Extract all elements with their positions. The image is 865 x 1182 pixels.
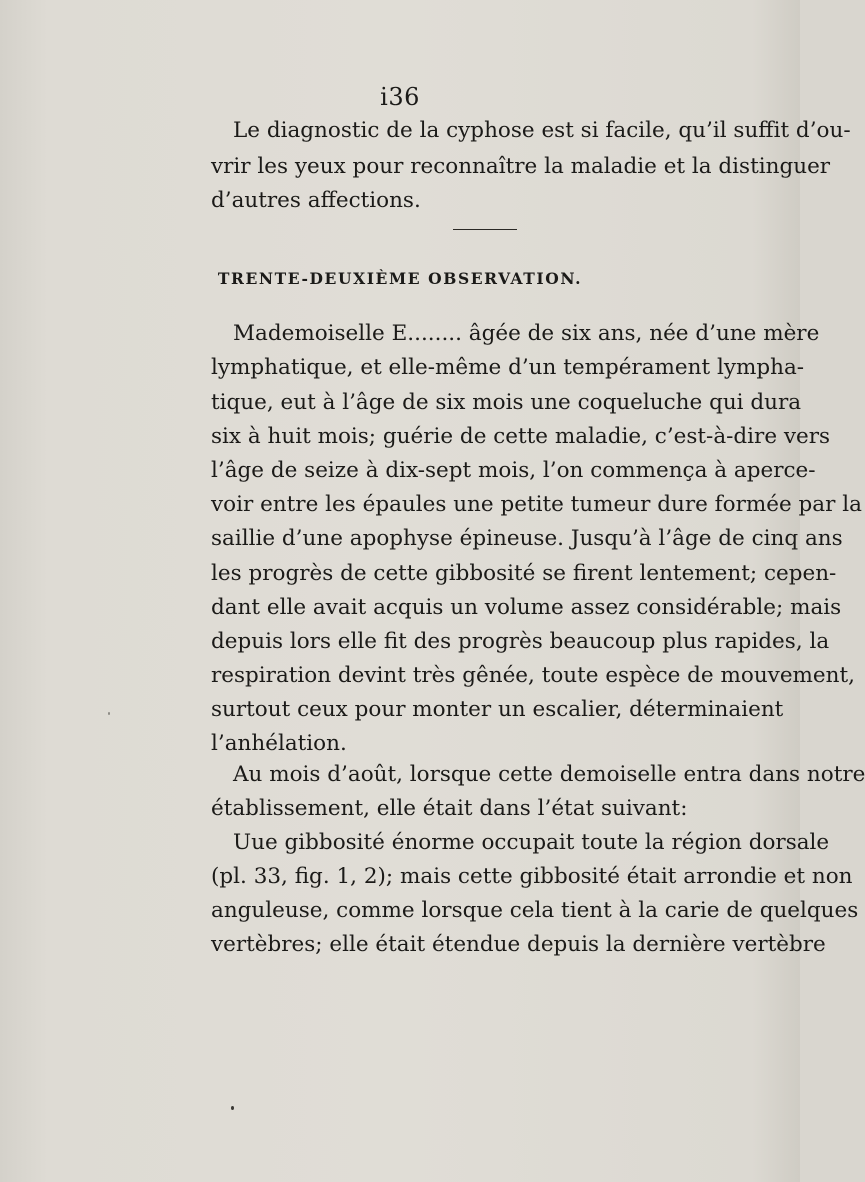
section-heading: TRENTE-DEUXIÈME OBSERVATION. [217,269,583,288]
text-line: anguleuse, comme lorsque cela tient à la carie de quelques [211,898,859,923]
text-line: respiration devint très gênée, toute espèce de mouvement, [211,663,855,688]
text-line: depuis lors elle fit des progrès beaucoup plus rapides, la [211,629,830,654]
text-line: six à huit mois; guérie de cette maladie, c’est-à-dire vers [211,424,831,449]
text-line: lymphatique, et elle-même d’un tempérament lympha- [211,355,805,380]
text-line: vrir les yeux pour reconnaître la maladie et la distinguer [211,154,831,179]
text-line: Le diagnostic de la cyphose est si facile, qu’il suffit d’ou- [233,118,851,143]
text-line: Au mois d’août, lorsque cette demoiselle entra dans notre [233,762,865,787]
text-line: saillie d’une apophyse épineuse. Jusqu’à l’âge de cinq ans [211,526,843,551]
text-line: surtout ceux pour monter un escalier, déterminaient [211,697,784,722]
text-line: vertèbres; elle était étendue depuis la dernière vertèbre [211,932,826,957]
text-line: l’âge de seize à dix-sept mois, l’on commença à aperce- [211,458,816,483]
text-line: d’autres affections. [211,188,421,213]
text-line: (pl. 33, fig. 1, 2); mais cette gibbosité était arrondie et non [211,864,853,889]
text-line: l’anhélation. [211,731,347,756]
ink-speck [231,1106,234,1110]
text-line: établissement, elle était dans l’état suivant: [211,796,688,821]
text-line: Mademoiselle E........ âgée de six ans, née d’une mère [233,321,820,346]
page-number: i36 [380,83,420,111]
text-line: voir entre les épaules une petite tumeur dure formée par la [211,492,862,517]
section-divider [453,229,517,230]
ink-speck [108,712,110,715]
text-line: Uue gibbosité énorme occupait toute la région dorsale [233,830,830,855]
text-line: les progrès de cette gibbosité se firent lentement; cepen- [211,561,837,586]
text-line: tique, eut à l’âge de six mois une coqueluche qui dura [211,390,802,415]
text-line: dant elle avait acquis un volume assez considérable; mais [211,595,842,620]
